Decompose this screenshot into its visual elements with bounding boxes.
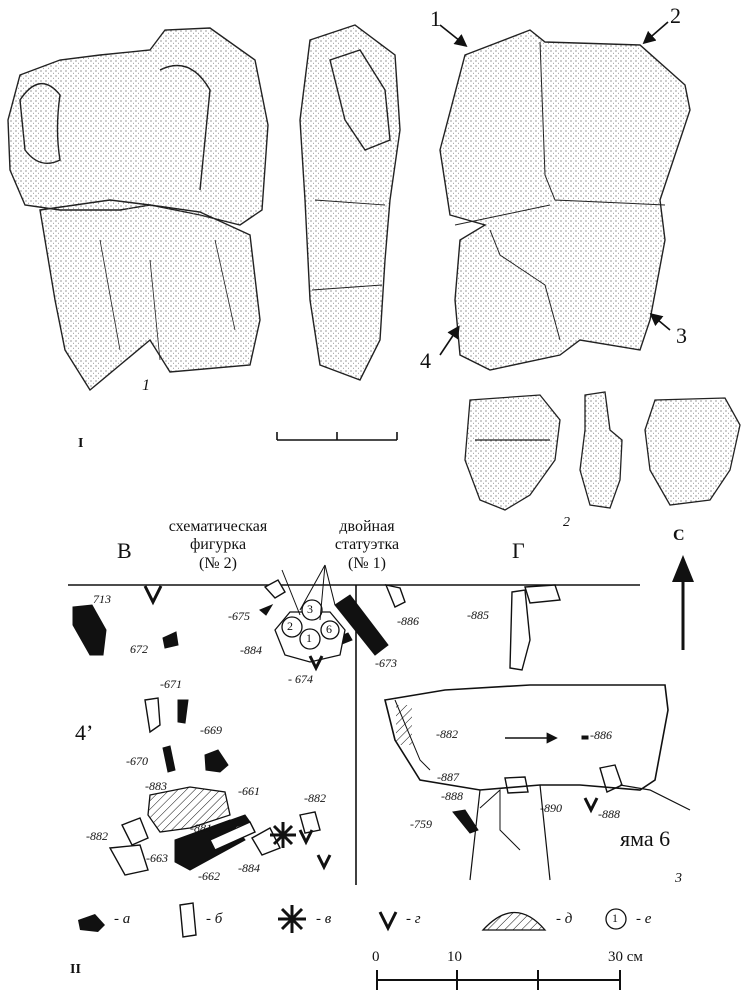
legend-label-d: - д bbox=[556, 911, 573, 927]
depth-label: - 674 bbox=[288, 672, 313, 686]
legend-symbols bbox=[78, 903, 626, 937]
statuette-side-drawing bbox=[300, 25, 400, 380]
depth-label: -673 bbox=[375, 656, 397, 670]
legend-label-g: - г bbox=[406, 911, 421, 927]
depth-label: -669 bbox=[200, 723, 222, 737]
pit-hatched-wall bbox=[396, 705, 412, 745]
depth-label: -886 bbox=[590, 728, 612, 742]
statuette-front-drawing bbox=[8, 28, 268, 390]
depth-label: -888 bbox=[441, 789, 463, 803]
depth-label: -882 bbox=[436, 727, 458, 741]
depth-label: 713 bbox=[93, 592, 111, 606]
panel-1-label: I bbox=[78, 436, 84, 451]
scale-tick-10: 10 bbox=[447, 949, 462, 965]
scale-tick-30: 30 см bbox=[608, 949, 643, 965]
figurine-2-drawings bbox=[465, 392, 740, 510]
scale-bar-bottom bbox=[377, 970, 620, 990]
area-4-label: 4’ bbox=[75, 720, 94, 745]
depth-label: -670 bbox=[126, 754, 148, 768]
north-arrow bbox=[672, 555, 694, 650]
depth-label: -675 bbox=[228, 609, 250, 623]
circled-2: 2 bbox=[287, 619, 293, 633]
legend-label-a: - а bbox=[114, 911, 131, 927]
callout-3: 3 bbox=[676, 323, 687, 348]
callout-4: 4 bbox=[420, 348, 431, 373]
scale-tick-0: 0 bbox=[372, 949, 380, 965]
depth-label: -759 bbox=[410, 817, 432, 831]
depth-label: -661 bbox=[238, 784, 260, 798]
fig1-number: 1 bbox=[142, 377, 150, 394]
depth-label: -883 bbox=[145, 779, 167, 793]
depth-label: -881 bbox=[190, 821, 212, 835]
circled-1: 1 bbox=[306, 631, 312, 645]
depth-label: 672 bbox=[130, 642, 148, 656]
depth-label: -662 bbox=[198, 869, 220, 883]
legend-label-v: - в bbox=[316, 911, 332, 927]
scale-bar-top bbox=[277, 432, 397, 440]
legend-circle-number: 1 bbox=[612, 911, 618, 925]
depth-label: -887 bbox=[437, 770, 459, 784]
legend-v-icon bbox=[380, 912, 396, 928]
legend-outlined-stone-icon bbox=[180, 903, 196, 937]
quadrant-g-label: Г bbox=[512, 538, 525, 563]
depth-label: -884 bbox=[240, 643, 262, 657]
panel-2-label: II bbox=[70, 962, 81, 977]
legend-hatched-icon bbox=[483, 913, 545, 931]
callout-2: 2 bbox=[670, 3, 681, 28]
callout-1: 1 bbox=[430, 6, 441, 31]
pit-label: яма 6 bbox=[620, 826, 671, 851]
depth-label: -886 bbox=[397, 614, 419, 628]
schematic-figurine-caption: схематическая фигурка (№ 2) bbox=[168, 518, 268, 572]
north-label: С bbox=[673, 527, 685, 544]
legend-label-b: - б bbox=[206, 911, 223, 927]
circled-6: 6 bbox=[326, 622, 332, 636]
depth-label: -882 bbox=[304, 791, 326, 805]
depth-label: -884 bbox=[238, 861, 260, 875]
fig2-number: 2 bbox=[563, 515, 570, 530]
depth-label: -663 bbox=[146, 851, 168, 865]
fig3-number: 3 bbox=[675, 871, 682, 886]
depth-label: -885 bbox=[467, 608, 489, 622]
depth-label: -882 bbox=[86, 829, 108, 843]
depth-label: -671 bbox=[160, 677, 182, 691]
quadrant-v-label: В bbox=[117, 538, 132, 563]
legend-black-stone-icon bbox=[78, 914, 105, 932]
circled-3: 3 bbox=[307, 602, 313, 616]
legend-asterisk-icon bbox=[278, 905, 306, 933]
legend-label-e: - е bbox=[636, 911, 652, 927]
depth-label: -890 bbox=[540, 801, 562, 815]
statuette-back-drawing bbox=[440, 30, 690, 370]
depth-label: -888 bbox=[598, 807, 620, 821]
double-statuette-caption: двойная статуэтка (№ 1) bbox=[334, 518, 400, 572]
